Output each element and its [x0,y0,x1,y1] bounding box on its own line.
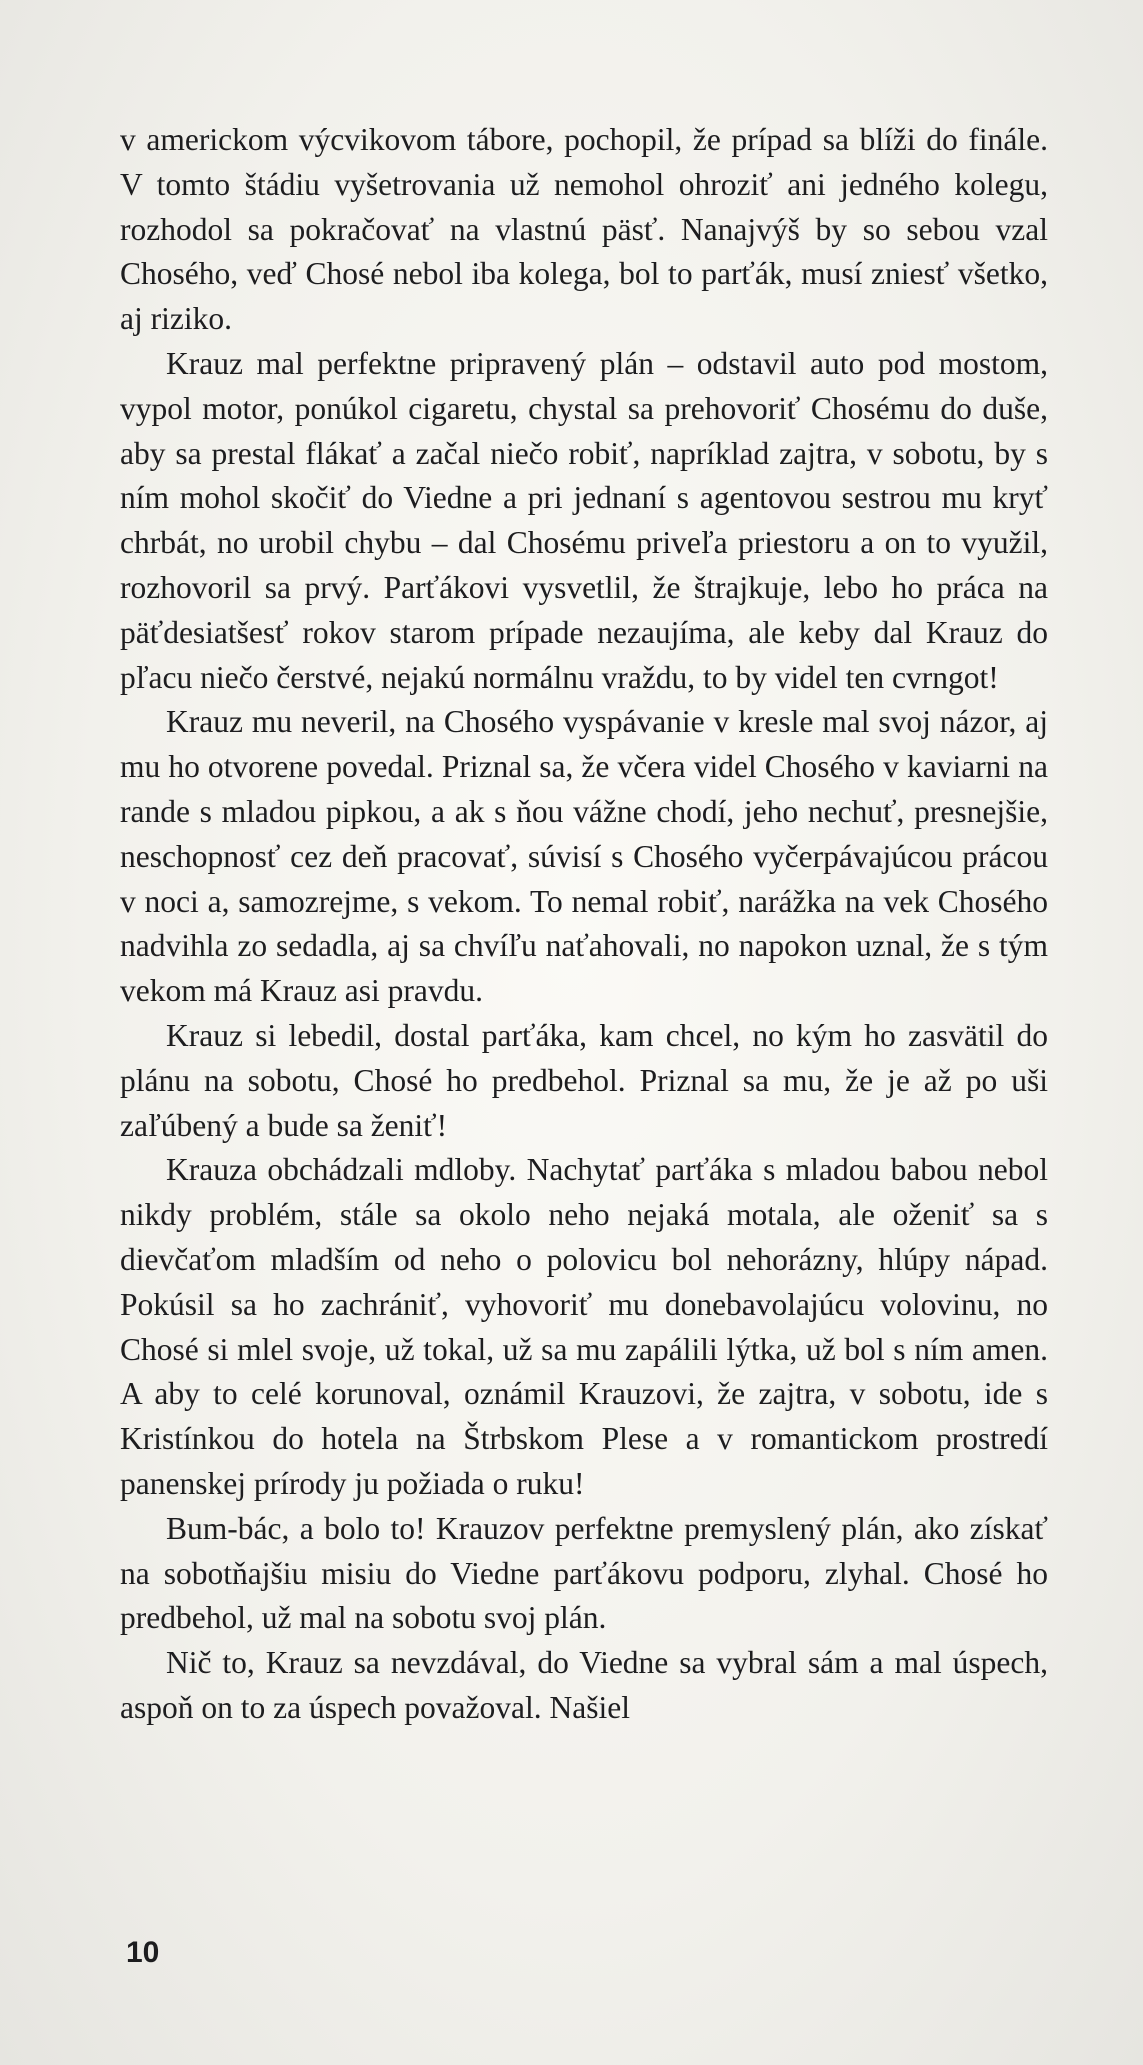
paragraph-5: Krauza obchádzali mdloby. Nachytať parťáka s mladou babou nebol nikdy problém, stále sa okolo neho nejaká motala, ale oženiť sa s dievčaťom mladším od neho o polovicu bol nehorázny, hlúpy nápad. Pokúsil sa ho zachrániť, vyhovoriť mu donebavolajúcu volovinu, no Chosé si mlel svoje, už tokal, už sa mu zapálili lýtka, už bol s ním amen. A aby to celé korunoval, oznámil Krauzovi, že zajtra, v sobotu, ide s Kristínkou do hotela na Štrbskom Plese a v romantickom prostredí panenskej prírody ju požiada o ruku! [120,1152,1048,1501]
paragraph-3: Krauz mu neveril, na Chosého vyspávanie v kresle mal svoj názor, aj mu ho otvorene povedal. Priznal sa, že včera videl Chosého v kaviarni na rande s mladou pipkou, a ak s ňou vážne chodí, jeho nechuť, presnejšie, neschopnosť cez deň pracovať, súvisí s Chosého vyčerpávajúcou prácou v noci a, samozrejme, s vekom. To nemal robiť, narážka na vek Chosého nadvihla zo sedadla, aj sa chvíľu naťahovali, no napokon uznal, že s tým vekom má Krauz asi pravdu. [120,704,1048,1009]
paragraph-2: Krauz mal perfektne pripravený plán – odstavil auto pod mostom, vypol motor, ponúkol cigaretu, chystal sa prehovoriť Chosému do duše, aby sa prestal flákať a začal niečo robiť, napríklad zajtra, v sobotu, by s ním mohol skočiť do Viedne a pri jednaní s agentovou sestrou mu kryť chrbát, no urobil chybu – dal Chosému priveľa priestoru a on to využil, rozhovoril sa prvý. Parťákovi vysvetlil, že štrajkuje, lebo ho práca na päťdesiatšesť rokov starom prípade nezaujíma, ale keby dal Krauz do pľacu niečo čerstvé, nejakú normálnu vraždu, to by videl ten cvrngot! [120,345,1048,695]
paragraph-4: Krauz si lebedil, dostal parťáka, kam chcel, no kým ho zasvätil do plánu na sobotu, Chosé ho predbehol. Priznal sa mu, že je až po uši zaľúbený a bude sa ženiť! [120,1017,1048,1143]
paragraph-7: Nič to, Krauz sa nevzdával, do Viedne sa vybral sám a mal úspech, aspoň on to za úspech považoval. Našiel [120,1645,1048,1725]
paragraph-6: Bum-bác, a bolo to! Krauzov perfektne premyslený plán, ako získať na sobotňajšiu misiu do Viedne parťákovu podporu, zlyhal. Chosé ho predbehol, už mal na sobotu svoj plán. [120,1510,1048,1636]
paragraph-1: v americkom výcvikovom tábore, pochopil, že prípad sa blíži do finále. V tomto štádiu vyšetrovania už nemohol ohroziť ani jedného kolegu, rozhodol sa pokračovať na vlastnú päsť. Nanajvýš by so sebou vzal Chosého, veď Chosé nebol iba kolega, bol to parťák, musí zniesť všetko, aj riziko. [120,122,1048,337]
page-number: 10 [126,1936,160,1969]
body-text [120,118,1048,1731]
